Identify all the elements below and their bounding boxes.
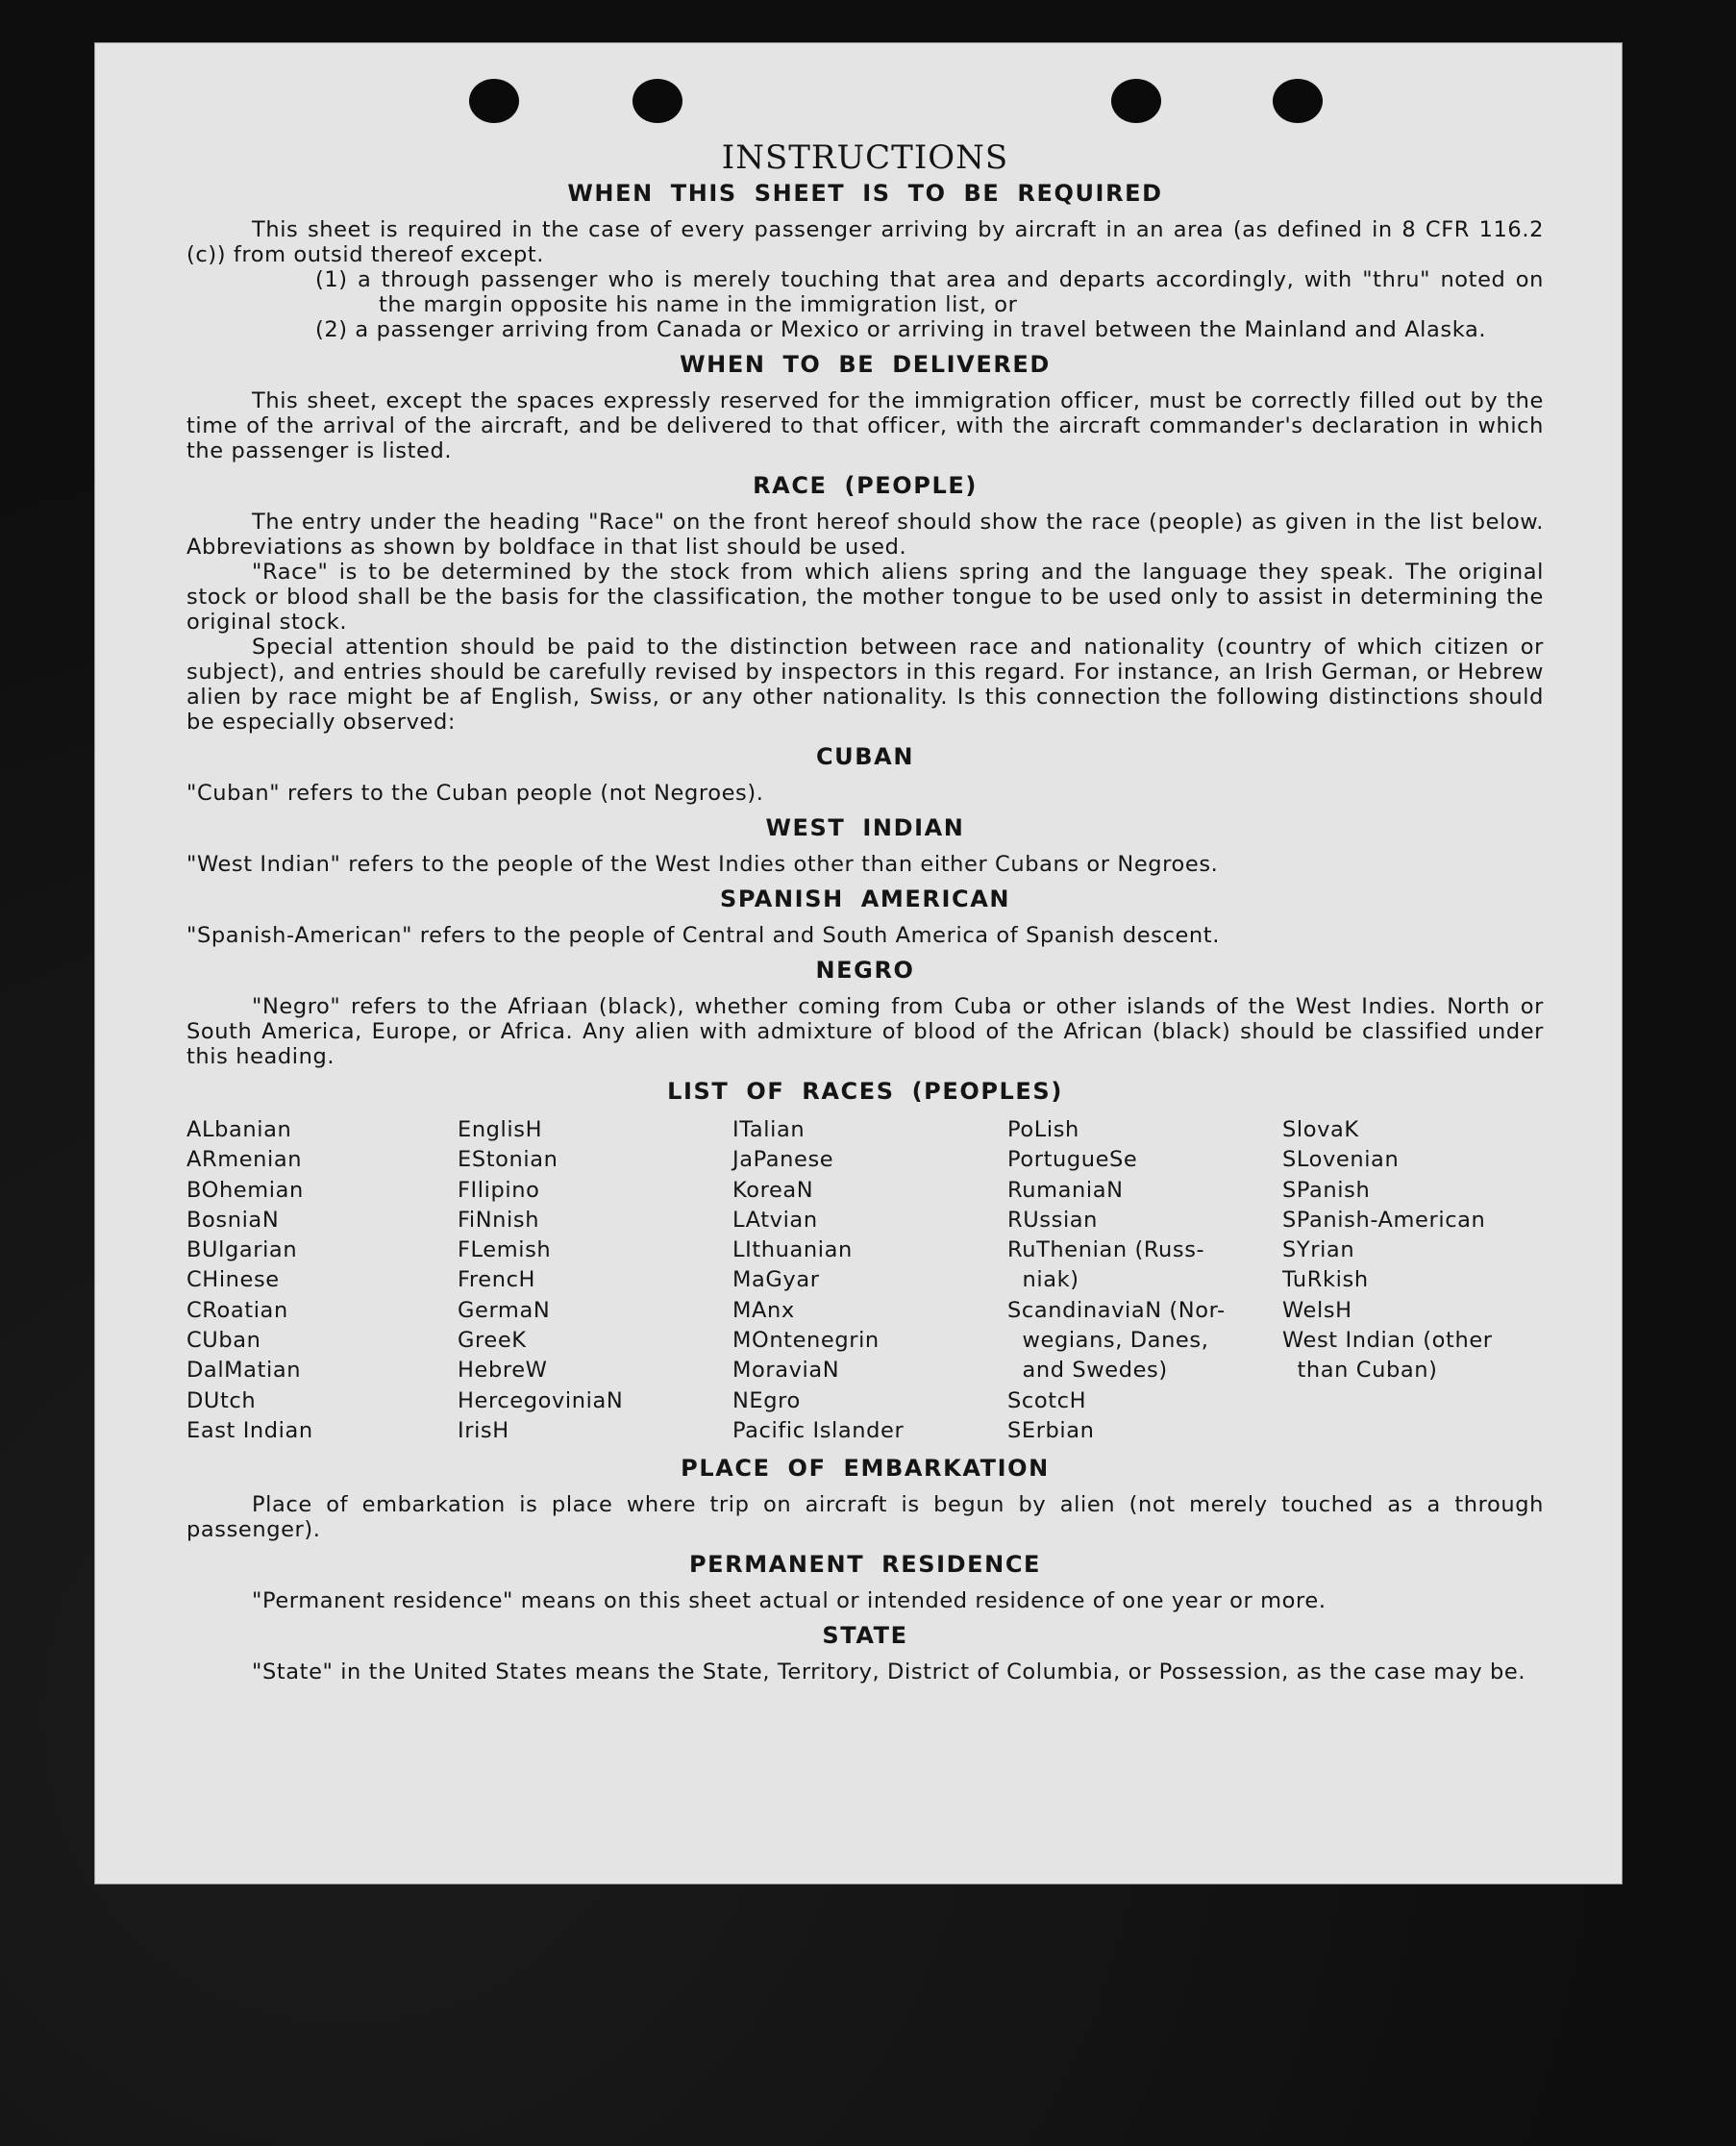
- race-item: wegians, Danes,: [1007, 1328, 1209, 1354]
- section-heading: PERMANENT RESIDENCE: [688, 1551, 1042, 1579]
- race-item: SErbian: [1007, 1417, 1095, 1443]
- paragraph: This sheet, except the spaces expressly reserved for the immigration officer, must be correctly filled out by the time of the arrival of the aircraft, and be delivered to that officer, with the aircraft commander's declaration in which the passenger is listed.: [186, 388, 1544, 463]
- race-item: RumaniaN: [1007, 1177, 1124, 1203]
- punch-hole: [469, 79, 519, 123]
- race-item: ARmenian: [186, 1147, 303, 1173]
- race-item: HercegoviniaN: [458, 1387, 624, 1413]
- instruction-sheet: [94, 42, 1623, 1884]
- race-item: SPanish-American: [1282, 1207, 1486, 1233]
- race-item: IrisH: [458, 1417, 509, 1443]
- section-heading: NEGRO: [815, 957, 915, 984]
- race-item: LAtvian: [732, 1207, 818, 1233]
- race-item: West Indian (other: [1282, 1328, 1493, 1354]
- race-item: JaPanese: [732, 1147, 834, 1173]
- paragraph: "Race" is to be determined by the stock from which aliens spring and the language they speak. The original stock or blood shall be the basis for the classification, the mother tongue to be used only to assist in determining the original stock.: [186, 560, 1544, 635]
- race-item: GreeK: [458, 1328, 527, 1354]
- section-heading: RACE (PEOPLE): [753, 472, 978, 499]
- paragraph: "Permanent residence" means on this sheet actual or intended residence of one year or more.: [252, 1588, 1327, 1614]
- race-item: EStonian: [458, 1147, 558, 1173]
- race-item: niak): [1007, 1267, 1079, 1293]
- condition-item: (1) a through passenger who is merely touching that area and departs accordingly, with "thru" noted on the margin opposite his name in the immigration list, or: [315, 267, 1544, 317]
- race-item: MOntenegrin: [732, 1328, 880, 1354]
- paragraph: Place of embarkation is place where trip on aircraft is begun by alien (not merely touched as a through passenger).: [186, 1492, 1544, 1543]
- section-heading: PLACE OF EMBARKATION: [681, 1455, 1050, 1483]
- race-item: RuThenian (Russ-: [1007, 1237, 1205, 1263]
- race-item: MAnx: [732, 1297, 795, 1323]
- race-item: SlovaK: [1282, 1117, 1359, 1142]
- section-heading: CUBAN: [815, 743, 915, 770]
- punch-hole: [1273, 79, 1323, 123]
- paragraph: "West Indian" refers to the people of the West Indies other than either Cubans or Negroes.: [186, 852, 1219, 877]
- race-item: WelsH: [1282, 1297, 1352, 1323]
- race-item: ITalian: [732, 1117, 806, 1142]
- race-item: SYrian: [1282, 1237, 1355, 1263]
- paragraph: "Spanish-American" refers to the people of Central and South America of Spanish descent.: [186, 923, 1220, 948]
- section-heading: SPANISH AMERICAN: [719, 886, 1011, 912]
- race-item: CHinese: [186, 1267, 280, 1293]
- race-item: FLemish: [458, 1237, 552, 1263]
- race-item: FrencH: [458, 1267, 536, 1293]
- race-item: PoLish: [1007, 1117, 1079, 1142]
- race-item: SPanish: [1282, 1177, 1371, 1203]
- race-item: HebreW: [458, 1358, 548, 1384]
- paragraph: "Negro" refers to the Afriaan (black), whether coming from Cuba or other islands of the West Indies. North or South America, Europe, or Africa. Any alien with admixture of blood of the African (black) should be classified under this heading.: [186, 994, 1544, 1069]
- page-title: INSTRUCTIONS: [721, 138, 1009, 177]
- races-heading: LIST OF RACES (PEOPLES): [667, 1078, 1063, 1105]
- race-item: FiNnish: [458, 1207, 540, 1233]
- race-column: [1007, 1115, 1282, 1446]
- race-item: East Indian: [186, 1417, 313, 1443]
- race-list: [186, 1115, 1544, 1446]
- race-item: ScotcH: [1007, 1387, 1087, 1413]
- race-item: ScandinaviaN (Nor-: [1007, 1297, 1226, 1323]
- race-item: and Swedes): [1007, 1358, 1168, 1384]
- race-item: than Cuban): [1282, 1358, 1438, 1384]
- race-column: [732, 1115, 1007, 1446]
- race-column: [458, 1115, 732, 1446]
- race-item: Pacific Islander: [732, 1417, 905, 1443]
- race-item: CRoatian: [186, 1297, 288, 1323]
- race-item: EnglisH: [458, 1117, 543, 1142]
- race-item: TuRkish: [1282, 1267, 1369, 1293]
- section-heading: STATE: [822, 1622, 908, 1650]
- race-item: DalMatian: [186, 1358, 302, 1384]
- race-item: ALbanian: [186, 1117, 292, 1142]
- race-column: [1282, 1115, 1544, 1446]
- race-item: LIthuanian: [732, 1237, 853, 1263]
- race-item: RUssian: [1007, 1207, 1099, 1233]
- paragraph: "State" in the United States means the State, Territory, District of Columbia, or Possession, as the case may be.: [252, 1659, 1526, 1685]
- punch-hole: [632, 79, 682, 123]
- section-heading: WHEN THIS SHEET IS TO BE REQUIRED: [567, 180, 1163, 207]
- condition-item: (2) a passenger arriving from Canada or Mexico or arriving in travel between the Mainland and Alaska.: [315, 317, 1487, 342]
- section-heading: WHEN TO BE DELIVERED: [680, 351, 1051, 378]
- document-body: [186, 138, 1544, 1684]
- race-item: NEgro: [732, 1387, 801, 1413]
- paragraph: Special attention should be paid to the distinction between race and nationality (country of which citizen or subject), and entries should be carefully revised by inspectors in this regard. For instance, an Irish German, or Hebrew alien by race might be af English, Swiss, or any other nationality. Is this connection the following distinctions should be especially observed:: [186, 635, 1544, 735]
- paragraph: "Cuban" refers to the Cuban people (not Negroes).: [186, 781, 764, 806]
- race-column: [186, 1115, 458, 1446]
- race-item: SLovenian: [1282, 1147, 1400, 1173]
- race-item: PortugueSe: [1007, 1147, 1138, 1173]
- race-item: DUtch: [186, 1387, 257, 1413]
- paragraph: The entry under the heading "Race" on the front hereof should show the race (people) as given in the list below. Abbreviations as shown by boldface in that list should be used.: [186, 510, 1544, 560]
- race-item: BUlgarian: [186, 1237, 298, 1263]
- section-heading: WEST INDIAN: [765, 814, 965, 841]
- race-item: BosniaN: [186, 1207, 280, 1233]
- race-item: BOhemian: [186, 1177, 304, 1203]
- race-item: MaGyar: [732, 1267, 820, 1293]
- race-item: FIlipino: [458, 1177, 540, 1203]
- paragraph: This sheet is required in the case of every passenger arriving by aircraft in an area (as defined in 8 CFR 116.2 (c)) from outsid thereof except.: [186, 217, 1544, 267]
- race-item: GermaN: [458, 1297, 551, 1323]
- race-item: KoreaN: [732, 1177, 814, 1203]
- race-item: CUban: [186, 1328, 261, 1354]
- punch-hole: [1111, 79, 1161, 123]
- race-item: MoraviaN: [732, 1358, 840, 1384]
